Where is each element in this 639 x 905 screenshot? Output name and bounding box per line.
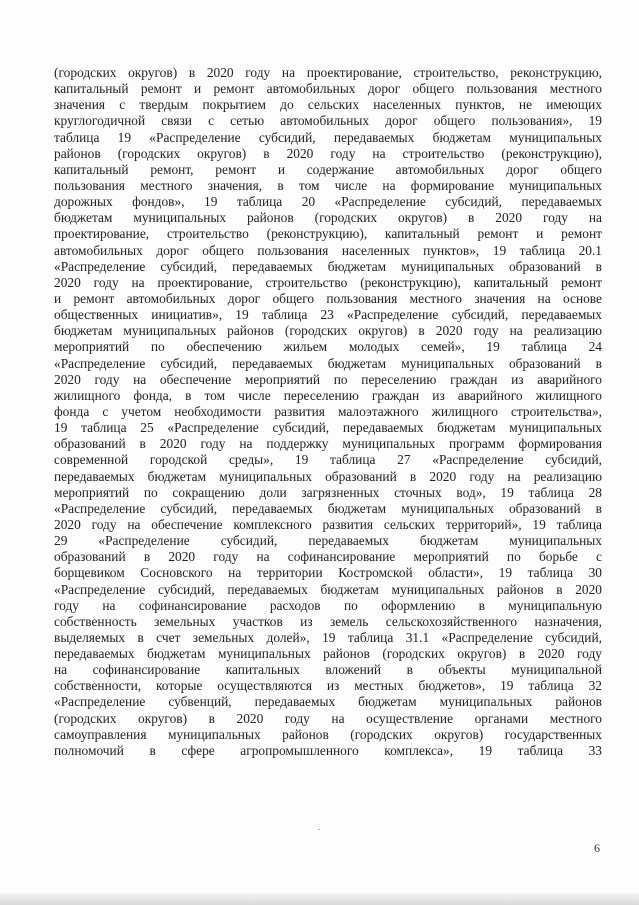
- text-line: 2020 году на обеспечение комплексного развития сельских территорий», 19 таблица: [54, 516, 602, 532]
- body-paragraph: [54, 65, 602, 759]
- text-line: собственность земельных участков из земель сельскохозяйственного назначения,: [54, 613, 602, 629]
- text-line: бюджетам муниципальных районов (городских округов) в 2020 году на реализацию: [54, 323, 602, 339]
- text-line: собственности, которые осуществляются из местных бюджетов», 19 таблица 32: [54, 678, 602, 694]
- text-line: «Распределение субвенций, передаваемых бюджетам муниципальных районов: [54, 694, 602, 710]
- text-line: «Распределение субсидий, передаваемых бюджетам муниципальных образований в: [54, 355, 602, 371]
- text-line: автомобильных дорог общего пользования населенных пунктов», 19 таблица 20.1: [54, 242, 602, 258]
- text-line: районов (городских округов) в 2020 году на строительство (реконструкцию),: [54, 145, 602, 161]
- text-line: и ремонт автомобильных дорог общего пользования местного значения на основе: [54, 290, 602, 306]
- scan-speck: [318, 829, 320, 830]
- text-line: капитальный ремонт и ремонт автомобильных дорог общего пользования местного: [54, 81, 602, 97]
- text-line: «Распределение субсидий, передаваемых бюджетам муниципальных районов в 2020: [54, 581, 602, 597]
- text-line: круглогодичной связи с сетью автомобильных дорог общего пользования», 19: [54, 113, 602, 129]
- text-line: «Распределение субсидий, передаваемых бюджетам муниципальных образований в: [54, 500, 602, 516]
- text-line: 2020 году на обеспечение мероприятий по переселению граждан из аварийного: [54, 371, 602, 387]
- text-line: мероприятий по сокращению доли загрязненных сточных вод», 19 таблица 28: [54, 484, 602, 500]
- text-line: капитальный ремонт, ремонт и содержание автомобильных дорог общего: [54, 161, 602, 177]
- text-line: самоуправления муниципальных районов (городских округов) государственных: [54, 726, 602, 742]
- page-number: 6: [594, 841, 600, 855]
- text-line: образований в 2020 году на поддержку муниципальных программ формирования: [54, 436, 602, 452]
- text-line: дорожных фондов», 19 таблица 20 «Распределение субсидий, передаваемых: [54, 194, 602, 210]
- text-line: современной городской среды», 19 таблица 27 «Распределение субсидий,: [54, 452, 602, 468]
- scan-bottom-edge: [0, 893, 639, 905]
- text-line: на софинансирование капитальных вложений в объекты муниципальной: [54, 662, 602, 678]
- text-line: (городских округов) в 2020 году на осуществление органами местного: [54, 710, 602, 726]
- text-line: 29 «Распределение субсидий, передаваемых бюджетам муниципальных: [54, 533, 602, 549]
- text-line: проектирование, строительство (реконструкцию), капитальный ремонт и ремонт: [54, 226, 602, 242]
- text-line: 2020 году на проектирование, строительство (реконструкцию), капитальный ремонт: [54, 274, 602, 290]
- text-line: полномочий в сфере агропромышленного комплекса», 19 таблица 33: [54, 742, 602, 758]
- text-line: выделяемых в счет земельных долей», 19 таблица 31.1 «Распределение субсидий,: [54, 629, 602, 645]
- text-line: бюджетам муниципальных районов (городских округов) в 2020 году на: [54, 210, 602, 226]
- text-line: (городских округов) в 2020 году на проектирование, строительство, реконструкцию,: [54, 65, 602, 80]
- text-line: образований в 2020 году на софинансирование мероприятий по борьбе с: [54, 549, 602, 565]
- text-line: 19 таблица 25 «Распределение субсидий, передаваемых бюджетам муниципальных: [54, 420, 602, 436]
- text-line: жилищного фонда, в том числе переселению граждан из аварийного жилищного: [54, 387, 602, 403]
- text-line: мероприятий по обеспечению жильем молодых семей», 19 таблица 24: [54, 339, 602, 355]
- text-line: таблица 19 «Распределение субсидий, передаваемых бюджетам муниципальных: [54, 129, 602, 145]
- text-line: общественных инициатив», 19 таблица 23 «Распределение субсидий, передаваемых: [54, 307, 602, 323]
- text-line: борщевиком Сосновского на территории Костромской области», 19 таблица 30: [54, 565, 602, 581]
- text-line: фонда с учетом необходимости развития малоэтажного жилищного строительства»,: [54, 403, 602, 419]
- text-line: передаваемых бюджетам муниципальных образований в 2020 году на реализацию: [54, 468, 602, 484]
- text-line: пользования местного значения, в том числе на формирование муниципальных: [54, 177, 602, 193]
- text-line: «Распределение субсидий, передаваемых бюджетам муниципальных образований в: [54, 258, 602, 274]
- text-line: значения с твердым покрытием до сельских населенных пунктов, не имеющих: [54, 97, 602, 113]
- text-line: передаваемых бюджетам муниципальных районов (городских округов) в 2020 году: [54, 646, 602, 662]
- text-line: году на софинансирование расходов по оформлению в муниципальную: [54, 597, 602, 613]
